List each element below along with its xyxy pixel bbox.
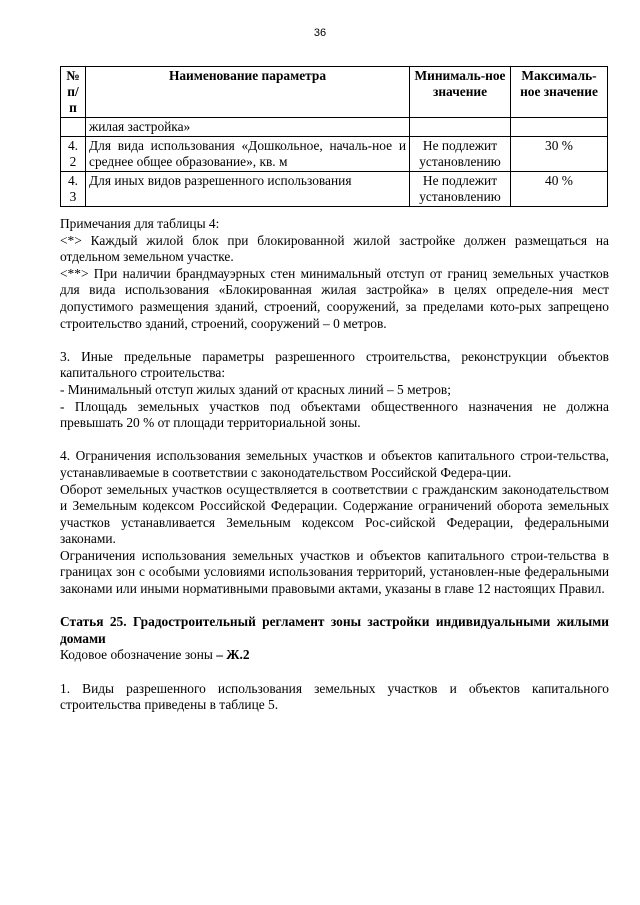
section-3-item-2: - Площадь земельных участков под объектами общественного назначения не должна превышать 20 % от площади территориальной зоны.	[60, 398, 609, 431]
row-min	[410, 118, 511, 137]
row-num: 4. 3	[61, 172, 86, 207]
section-4-paragraph-2: Оборот земельных участков осуществляется в соответствии с гражданским законодательством и Земельным кодексом Российской Федерации. Содержание ограничений оборота земельных участков устанавливается Земельным кодексом Рос-сийской Федерации, федеральными законами.	[60, 481, 609, 547]
row-min: Не подлежит установлению	[410, 172, 511, 207]
table-row	[61, 137, 608, 172]
section-4-paragraph-3: Ограничения использования земельных участков и объектов капитального строи-тельства в границах зон с особыми условиями использования территорий, установлен-ные федеральными законами или иными нормативными правовыми актами, указаны в главе 12 настоящих Правил.	[60, 547, 609, 597]
section-1-paragraph: 1. Виды разрешенного использования земельных участков и объектов капитального строительства приведены в таблице 5.	[60, 680, 609, 713]
table-row	[61, 172, 608, 207]
parameters-table	[60, 66, 608, 207]
row-name: жилая застройка»	[86, 118, 410, 137]
article-title: Статья 25. Градостроительный регламент зоны застройки индивидуальными жилыми домами	[60, 614, 609, 646]
row-num: 4. 2	[61, 137, 86, 172]
row-min: Не подлежит установлению	[410, 137, 511, 172]
section-3-intro: 3. Иные предельные параметры разрешенного строительства, реконструкции объектов капитального строительства:	[60, 348, 609, 381]
table-row	[61, 118, 608, 137]
note-1: <*> Каждый жилой блок при блокированной жилой застройке должен размещаться на отдельном земельном участке.	[60, 232, 609, 265]
row-name: Для иных видов разрешенного использования	[86, 172, 410, 207]
zone-code-label: Кодовое обозначение зоны	[60, 647, 217, 663]
zone-code: – Ж.2	[216, 647, 250, 663]
header-min: Минималь-ное значение	[410, 67, 511, 118]
note-2: <**> При наличии брандмауэрных стен минимальный отступ от границ земельных участков для вида использования «Блокированная жилая застройка» в целях определе-ния мест допустимого размещения зданий, строений, сооружений, за пределами кото-рых запрещено строительство зданий, строений, сооружений – 0 метров.	[60, 265, 609, 331]
section-3-item-1: - Минимальный отступ жилых зданий от красных линий – 5 метров;	[60, 381, 451, 397]
notes-title: Примечания для таблицы 4:	[60, 216, 220, 231]
row-max: 30 %	[511, 137, 608, 172]
zone-code-line	[60, 647, 609, 664]
section-4-paragraph-1: 4. Ограничения использования земельных участков и объектов капитального строи-тельства, устанавливаемые в соответствии с законодательством Российской Федера-ции.	[60, 448, 609, 480]
header-name: Наименование параметра	[86, 67, 410, 118]
page-number: 36	[313, 27, 327, 39]
document-body	[60, 216, 609, 714]
header-num: № п/ п	[61, 67, 86, 118]
row-max: 40 %	[511, 172, 608, 207]
row-num	[61, 118, 86, 137]
row-name: Для вида использования «Дошкольное, началь-ное и среднее общее образование», кв. м	[86, 137, 410, 172]
row-max	[511, 118, 608, 137]
table-header-row	[61, 67, 608, 118]
header-max: Максималь-ное значение	[511, 67, 608, 118]
